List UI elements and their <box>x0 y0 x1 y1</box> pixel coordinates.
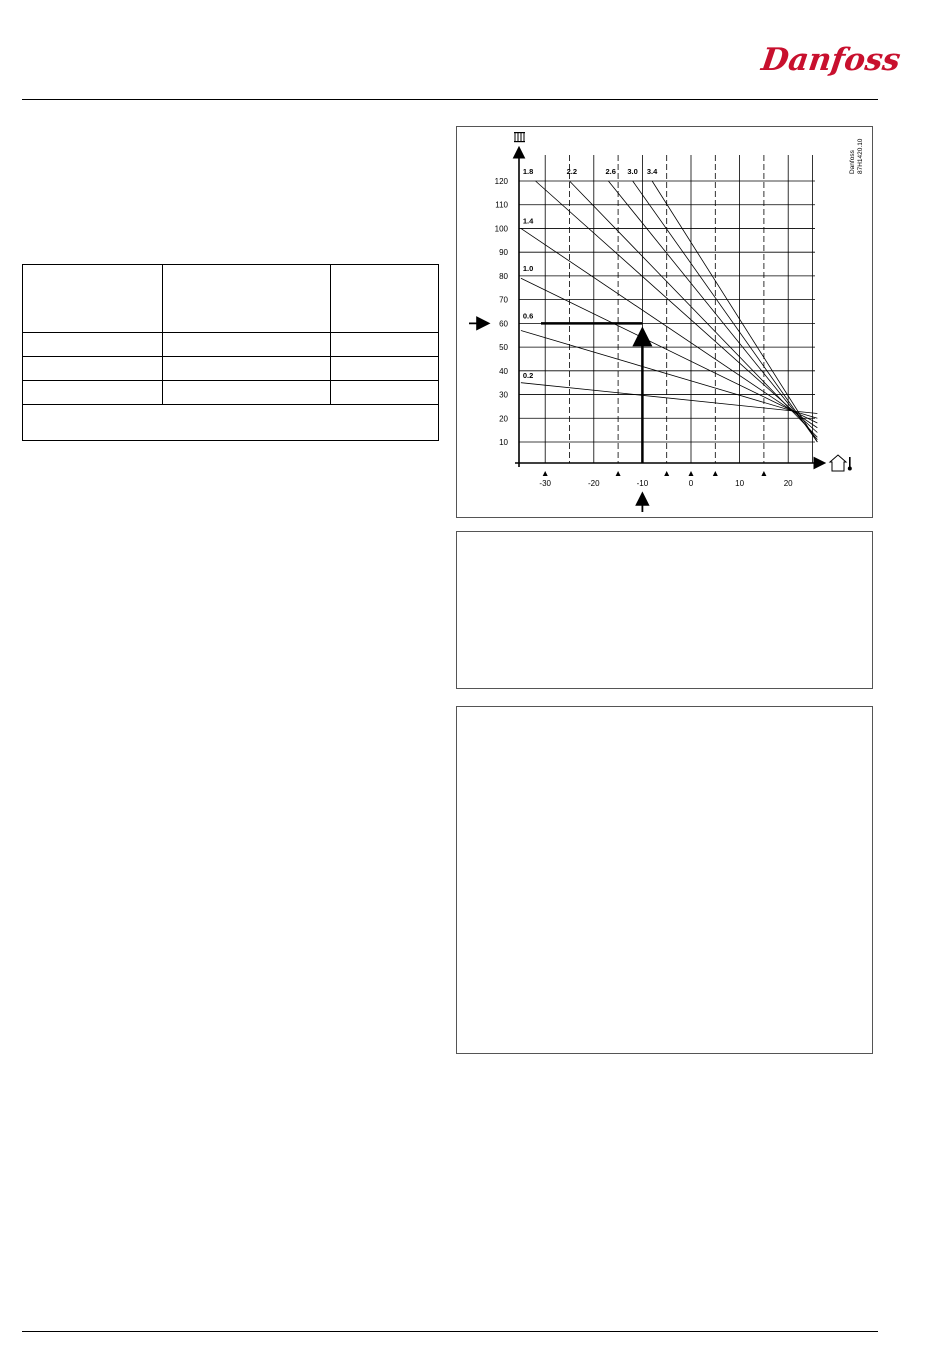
tick-triangle <box>713 471 718 476</box>
thermometer-bulb <box>848 467 852 471</box>
x-tick-label: 20 <box>783 479 793 488</box>
table-header-cell <box>331 265 439 333</box>
heating-curve-line <box>608 181 817 440</box>
y-tick-label: 70 <box>499 295 508 305</box>
radiator-icon-top <box>514 132 525 133</box>
heating-curve-line <box>633 181 818 442</box>
radiator-icon <box>514 132 525 142</box>
tick-triangle <box>543 471 548 476</box>
table-cell <box>23 381 163 405</box>
table-cell <box>331 381 439 405</box>
x-tick-label: -20 <box>588 479 600 488</box>
axis-layer <box>495 149 823 488</box>
tick-triangle <box>689 471 694 476</box>
y-tick-label: 80 <box>499 271 508 281</box>
tick-triangle <box>761 471 766 476</box>
figure-code-brand: Danfoss <box>849 150 856 174</box>
info-box-2 <box>456 706 873 1054</box>
table-header-cell <box>23 265 163 333</box>
table-cell <box>163 357 331 381</box>
y-tick-label: 40 <box>499 366 508 376</box>
house-outline <box>830 455 846 471</box>
x-tick-label: 0 <box>688 479 694 488</box>
curve-label: 2.6 <box>605 166 616 176</box>
y-tick-label: 120 <box>494 177 508 186</box>
header-rule <box>22 99 878 100</box>
y-tick-label: 100 <box>494 224 508 234</box>
tick-triangle <box>616 471 621 476</box>
table-cell <box>331 357 439 381</box>
y-tick-label: 20 <box>499 414 508 424</box>
brand-wordmark: Danfoss <box>759 42 903 78</box>
curve-label: 3.0 <box>627 166 638 176</box>
heating-curve-line <box>521 330 817 418</box>
figure-code-number: 87H1420.10 <box>857 138 864 174</box>
curve-label: 3.4 <box>646 166 658 176</box>
table-footer-cell <box>23 405 439 441</box>
radiator-icon-fin <box>515 132 516 142</box>
table-cell <box>23 357 163 381</box>
radiator-icon-fin <box>521 132 522 142</box>
curve-label: 1.0 <box>522 264 534 274</box>
y-tick-label: 10 <box>499 438 508 447</box>
curve-label: 0.2 <box>522 370 534 380</box>
table-header-row <box>23 265 439 333</box>
data-table <box>22 264 439 441</box>
heating-curve-chart <box>457 127 872 517</box>
info-box-1 <box>456 531 873 689</box>
curve-label: 2.2 <box>566 166 578 176</box>
radiator-icon-fin <box>524 132 525 142</box>
radiator-icon-fin <box>518 132 519 142</box>
danfoss-logo <box>759 30 903 80</box>
x-tick-label: -10 <box>636 479 649 488</box>
thermometer-stem <box>849 457 851 467</box>
example-layer <box>469 323 642 512</box>
footer-rule <box>22 1331 878 1332</box>
figure-code <box>849 130 869 174</box>
x-tick-label: 10 <box>735 479 745 488</box>
table-cell <box>331 333 439 357</box>
heating-curve-line <box>570 181 818 437</box>
grid-layer <box>519 155 815 463</box>
table-header-cell <box>163 265 331 333</box>
heating-curve-line <box>652 181 817 442</box>
y-tick-label: 110 <box>495 200 508 210</box>
table-cell <box>163 333 331 357</box>
table-cell <box>23 333 163 357</box>
y-tick-label: 60 <box>499 319 508 329</box>
y-tick-label: 90 <box>499 248 508 258</box>
table-footer-row <box>23 405 439 441</box>
table-row <box>23 357 439 381</box>
curve-label: 1.8 <box>522 166 534 176</box>
table-row <box>23 381 439 405</box>
outdoor-house-icon <box>830 455 852 471</box>
tick-triangle <box>664 471 669 476</box>
table-row <box>23 333 439 357</box>
curve-label: 1.4 <box>522 216 534 226</box>
chart-panel <box>456 126 873 518</box>
y-tick-label: 50 <box>499 343 508 353</box>
y-tick-label: 30 <box>499 390 508 400</box>
curve-label: 0.6 <box>522 311 534 321</box>
table-cell <box>163 381 331 405</box>
curve-layer <box>521 167 817 442</box>
x-tick-label: -30 <box>539 479 551 488</box>
radiator-icon-bottom <box>514 141 525 142</box>
